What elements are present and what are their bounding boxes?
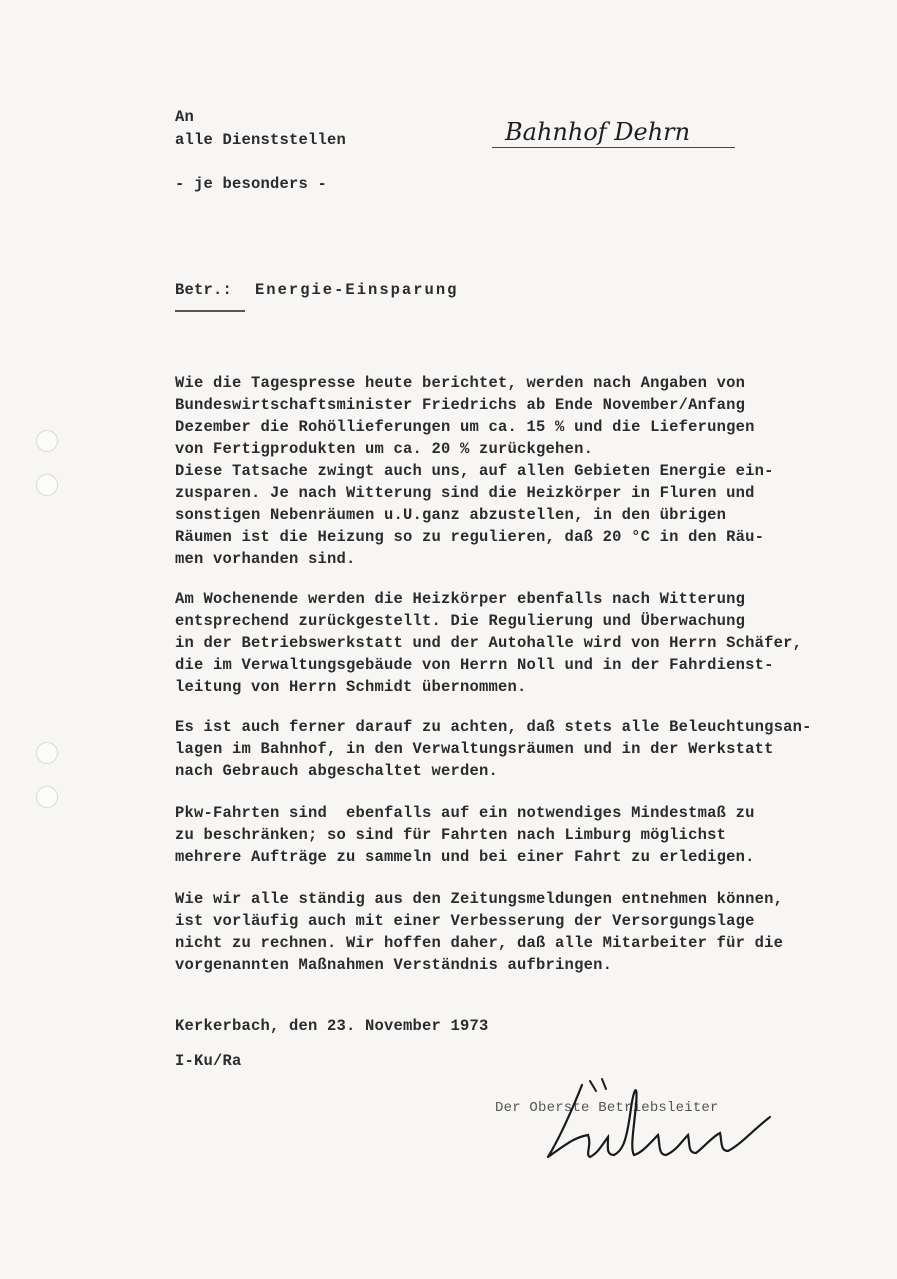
text-line: nach Gebrauch abgeschaltet werden. <box>175 762 499 780</box>
subject-label: Betr.: <box>175 281 233 299</box>
text-line: lagen im Bahnhof, in den Verwaltungsräumen und in der Werkstatt <box>175 740 774 758</box>
text-line: zu beschränken; so sind für Fahrten nach Limburg möglichst <box>175 826 727 844</box>
text-line: Am Wochenende werden die Heizkörper ebenfalls nach Witterung <box>175 590 746 608</box>
text-line: zusparen. Je nach Witterung sind die Heizkörper in Fluren und <box>175 484 755 502</box>
signer-title: Der Oberste Betriebsleiter <box>495 1100 719 1116</box>
handwritten-station: Bahnhof Dehrn <box>505 118 691 146</box>
subject-underline <box>175 310 245 312</box>
address-recipients: alle Dienststellen <box>175 131 347 149</box>
signature-icon <box>530 1075 800 1170</box>
punch-hole <box>36 742 58 764</box>
text-line: Wie die Tagespresse heute berichtet, werden nach Angaben von <box>175 374 746 392</box>
text-line: Es ist auch ferner darauf zu achten, daß stets alle Beleuchtungsan- <box>175 718 812 736</box>
text-line: von Fertigprodukten um ca. 20 % zurückgehen. <box>175 440 594 458</box>
text-line: ist vorläufig auch mit einer Verbesserung der Versorgungslage <box>175 912 755 930</box>
address-note: - je besonders - <box>175 175 328 193</box>
address-to: An <box>175 108 195 126</box>
text-line: entsprechend zurückgestellt. Die Regulierung und Überwachung <box>175 612 746 630</box>
text-line: Wie wir alle ständig aus den Zeitungsmeldungen entnehmen können, <box>175 890 784 908</box>
text-line: leitung von Herrn Schmidt übernommen. <box>175 678 527 696</box>
text-line: vorgenannten Maßnahmen Verständnis aufbringen. <box>175 956 613 974</box>
text-line: Bundeswirtschaftsminister Friedrichs ab Ende November/Anfang <box>175 396 746 414</box>
text-line: Dezember die Rohöllieferungen um ca. 15 % und die Lieferungen <box>175 418 755 436</box>
text-line: men vorhanden sind. <box>175 550 356 568</box>
text-line: Räumen ist die Heizung so zu regulieren, daß 20 °C in den Räu- <box>175 528 765 546</box>
text-line: in der Betriebswerkstatt und der Autohalle wird von Herrn Schäfer, <box>175 634 803 652</box>
text-line: Pkw-Fahrten sind ebenfalls auf ein notwendiges Mindestmaß zu <box>175 804 755 822</box>
punch-hole <box>36 786 58 808</box>
text-line: sonstigen Nebenräumen u.U.ganz abzustellen, in den übrigen <box>175 506 727 524</box>
place-date: Kerkerbach, den 23. November 1973 <box>175 1017 489 1035</box>
reference-code: I-Ku/Ra <box>175 1052 242 1070</box>
text-line: die im Verwaltungsgebäude von Herrn Noll und in der Fahrdienst- <box>175 656 774 674</box>
text-line: Diese Tatsache zwingt auch uns, auf allen Gebieten Energie ein- <box>175 462 774 480</box>
subject-title: Energie-Einsparung <box>255 281 459 299</box>
punch-hole <box>36 474 58 496</box>
text-line: nicht zu rechnen. Wir hoffen daher, daß alle Mitarbeiter für die <box>175 934 784 952</box>
handwritten-underline <box>492 147 735 148</box>
text-line: mehrere Aufträge zu sammeln und bei einer Fahrt zu erledigen. <box>175 848 755 866</box>
punch-hole <box>36 430 58 452</box>
